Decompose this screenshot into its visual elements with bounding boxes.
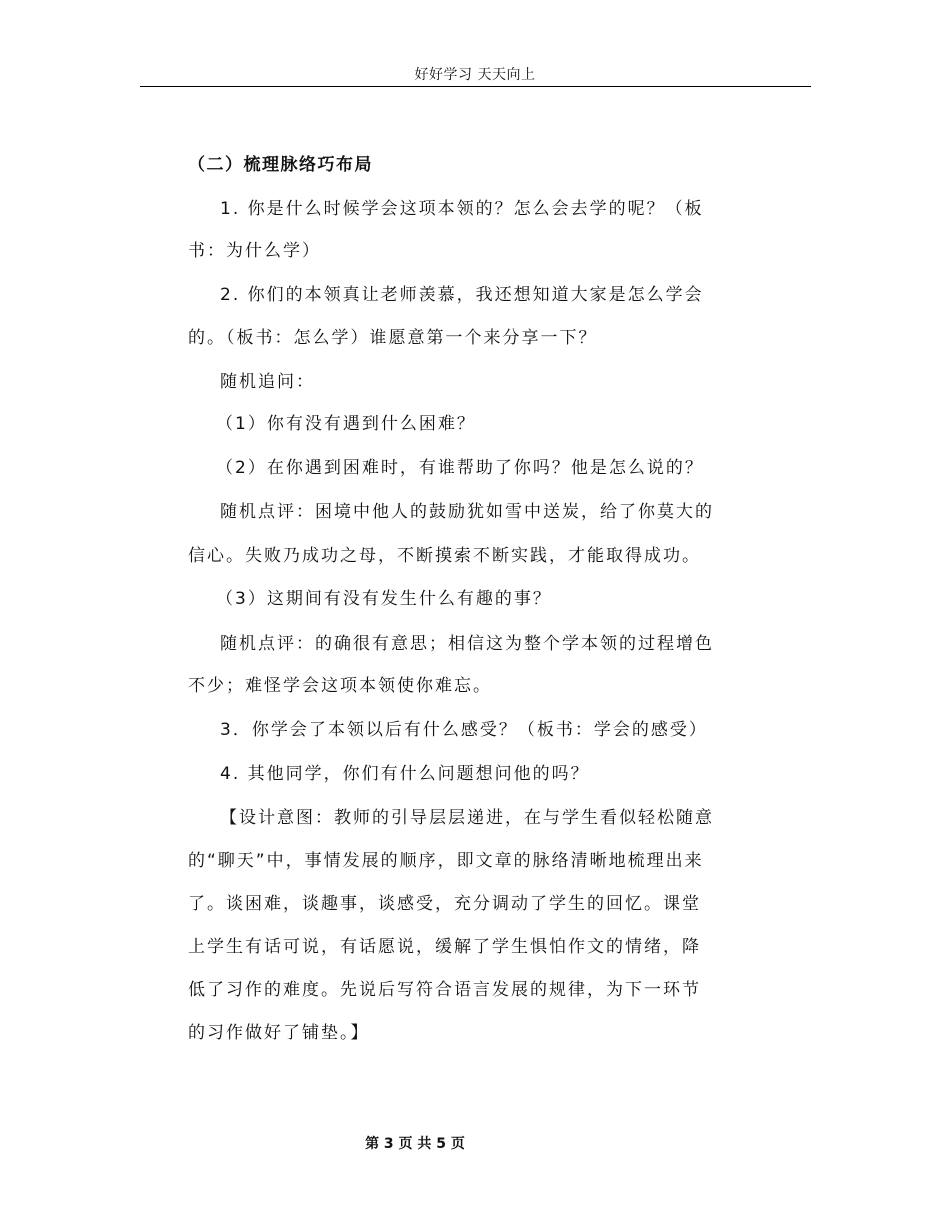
followup-label: 随机追问： — [220, 372, 315, 392]
followup-item-2: （2）在你遇到困难时，有谁帮助了你吗？他是怎么说的？ — [216, 458, 704, 478]
page-number: 第 3 页 共 5 页 — [365, 1136, 465, 1152]
question-4: 4. 其他同学，你们有什么问题想问他的吗？ — [220, 764, 590, 784]
header-divider — [140, 86, 811, 87]
design-intent-line-1: 【设计意图：教师的引导层层递进，在与学生看似轻松随意 — [220, 808, 714, 828]
followup-item-3: （3）这期间有没有发生什么有趣的事？ — [216, 589, 552, 609]
followup-item-1: （1）你有没有遇到什么困难？ — [216, 414, 476, 434]
page-header: 好好学习 天天向上 — [414, 67, 536, 83]
design-intent-line-3: 了。谈困难，谈趣事，谈感受，充分调动了学生的回忆。课堂 — [188, 894, 701, 914]
design-intent-line-4: 上学生有话可说，有话愿说，缓解了学生惧怕作文的情绪，降 — [188, 937, 701, 957]
design-intent-line-2: 的“聊天”中，事情发展的顺序，即文章的脉络清晰地梳理出来 — [188, 851, 704, 871]
design-intent-line-5: 低了习作的难度。先说后写符合语言发展的规律，为下一环节 — [188, 980, 701, 1000]
question-1-line-2: 书：为什么学） — [188, 241, 321, 261]
question-2-line-2: 的。（板书：怎么学）谁愿意第一个来分享一下？ — [188, 328, 598, 348]
section-heading: （二）梳理脉络巧布局 — [188, 155, 373, 175]
question-3: 3．你学会了本领以后有什么感受？（板书：学会的感受） — [220, 720, 708, 740]
comment-1-line-1: 随机点评：困境中他人的鼓励犹如雪中送炭，给了你莫大的 — [220, 502, 714, 522]
comment-1-line-2: 信心。失败乃成功之母，不断摸索不断实践，才能取得成功。 — [188, 546, 701, 566]
question-2-line-1: 2. 你们的本领真让老师羡慕，我还想知道大家是怎么学会 — [220, 285, 704, 305]
comment-2-line-2: 不少；难怪学会这项本领使你难忘。 — [188, 676, 492, 696]
design-intent-line-6: 的习作做好了铺垫。】 — [188, 1023, 370, 1043]
question-1-line-1: 1. 你是什么时候学会这项本领的？怎么会去学的呢？（板 — [220, 199, 704, 219]
comment-2-line-1: 随机点评：的确很有意思；相信这为整个学本领的过程增色 — [220, 634, 714, 654]
